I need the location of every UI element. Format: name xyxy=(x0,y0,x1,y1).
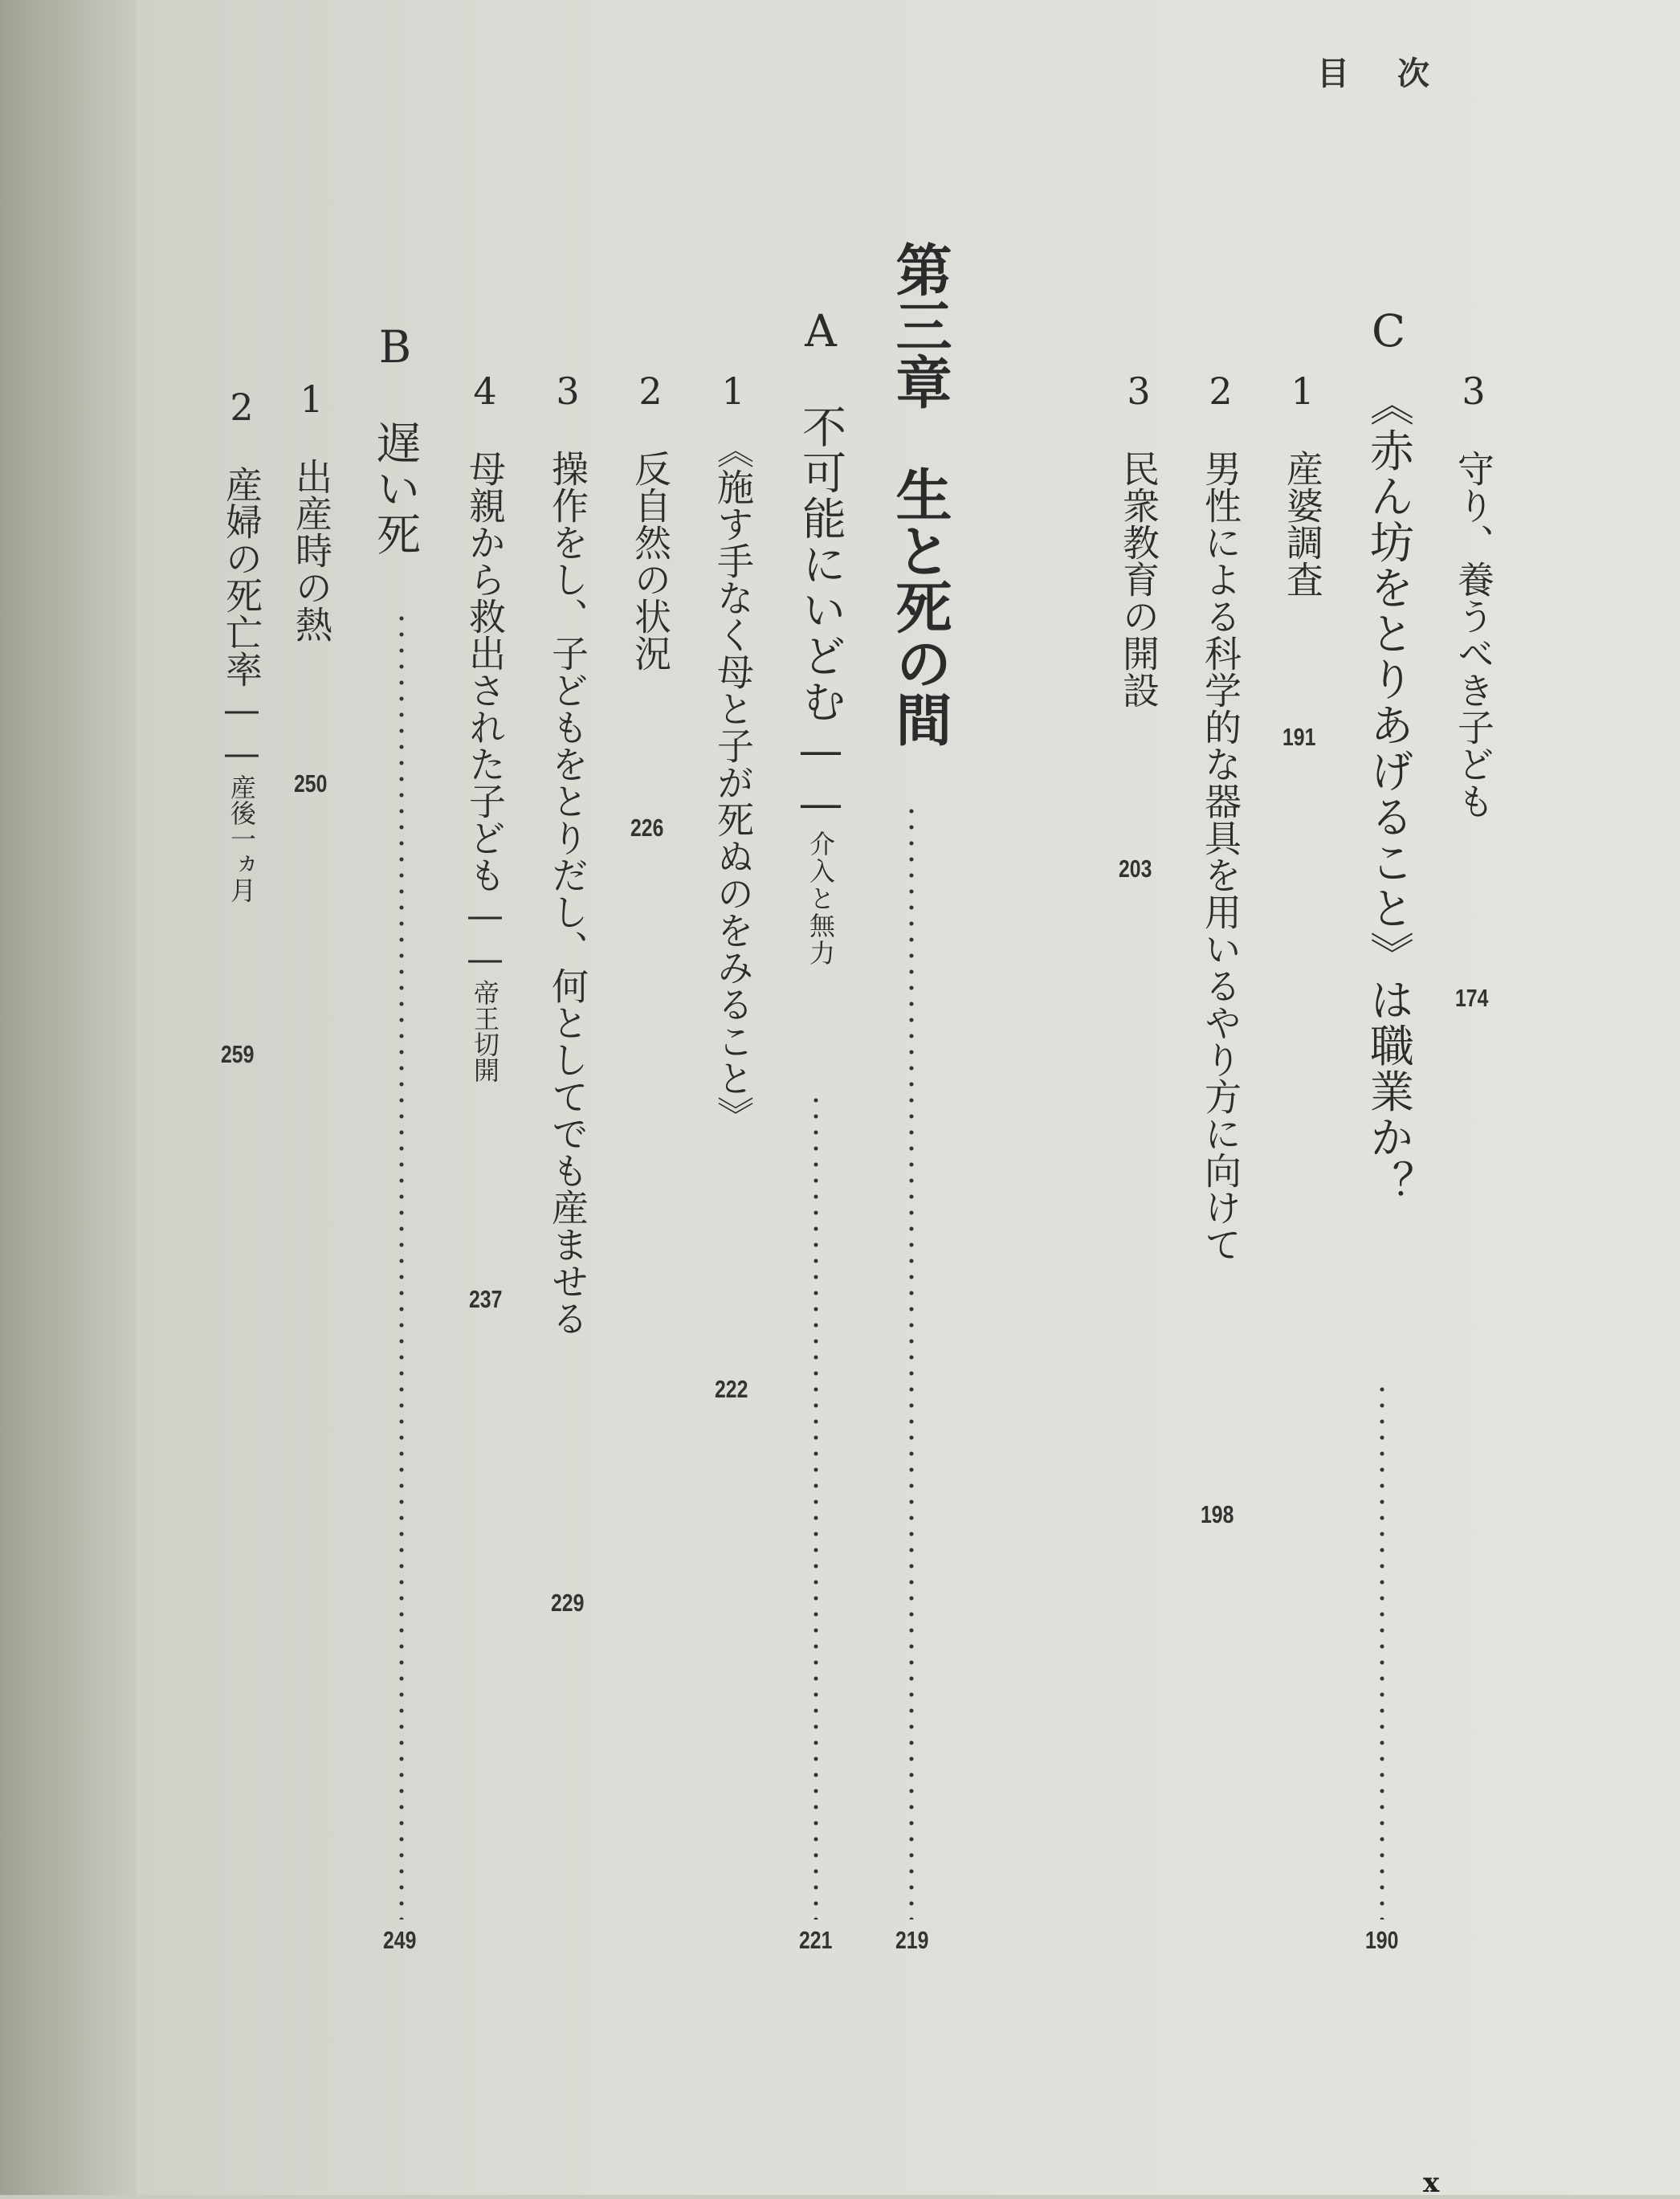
page-number: 191 xyxy=(1282,723,1316,751)
dot-leader xyxy=(1380,1381,1384,1920)
page-number: 249 xyxy=(383,1926,417,1954)
page-number: 259 xyxy=(221,1040,255,1068)
toc-entry xyxy=(459,369,512,1083)
dot-leader xyxy=(813,1092,818,1920)
toc-entry: 1 産婆調査 xyxy=(1281,369,1324,598)
page-number: 226 xyxy=(630,814,664,842)
toc-section-title: A 不可能にいどむ xyxy=(795,305,846,724)
toc-entry: 2 反自然の状況 xyxy=(629,369,672,671)
em-dash: —— xyxy=(795,724,846,830)
toc-entry xyxy=(215,386,268,903)
toc-entry: 3 守り、養うべき子ども xyxy=(1452,369,1495,819)
em-dash: —— xyxy=(463,893,507,980)
page-number: 229 xyxy=(551,1589,585,1617)
toc-entry: 1 出産時の熱 xyxy=(290,377,333,643)
toc-entry: 3 操作をし、子どもをとりだし、何としてでも産ませる xyxy=(546,369,589,1336)
page-number: 190 xyxy=(1365,1926,1399,1954)
toc-entry: 3 民衆教育の開設 xyxy=(1117,369,1160,708)
dot-leader xyxy=(399,610,404,1920)
page-number: 222 xyxy=(715,1375,748,1403)
page-number: 237 xyxy=(469,1285,503,1313)
toc-section: B 遅い死 xyxy=(369,321,421,557)
page-number: 221 xyxy=(799,1926,833,1954)
page-number: 198 xyxy=(1201,1500,1234,1528)
book-gutter-shadow xyxy=(0,0,137,2195)
em-dash: —— xyxy=(220,687,263,774)
toc-section xyxy=(789,305,853,967)
page-header: 目次 xyxy=(1317,55,1478,92)
toc-entry-title: 4 母親から救出された子ども xyxy=(463,369,507,893)
toc-entry-subtitle: 産後一ヵ月 xyxy=(226,774,257,903)
toc-section: C 《赤ん坊をとりあげること》は職業か？ xyxy=(1363,305,1414,1206)
toc-section-subtitle: 介入と無力 xyxy=(805,830,836,967)
toc-entry: 1 《施す手なく母と子が死ぬのをみること》 xyxy=(712,369,755,1133)
toc-entry-title: 2 産婦の死亡率 xyxy=(220,386,263,687)
page-number: 219 xyxy=(895,1926,929,1954)
dot-leader xyxy=(909,803,914,1920)
toc-entry: 2 男性による科学的な器具を用いるやり方に向けて xyxy=(1199,369,1242,1263)
page-number: 250 xyxy=(294,769,328,798)
page-number: 203 xyxy=(1119,855,1152,883)
chapter-title: 第三章 生と死の間 xyxy=(887,241,953,747)
folio-page-number: x xyxy=(1423,2167,1440,2199)
toc-entry-subtitle: 帝王切開 xyxy=(470,980,500,1083)
page-number: 174 xyxy=(1455,984,1489,1012)
